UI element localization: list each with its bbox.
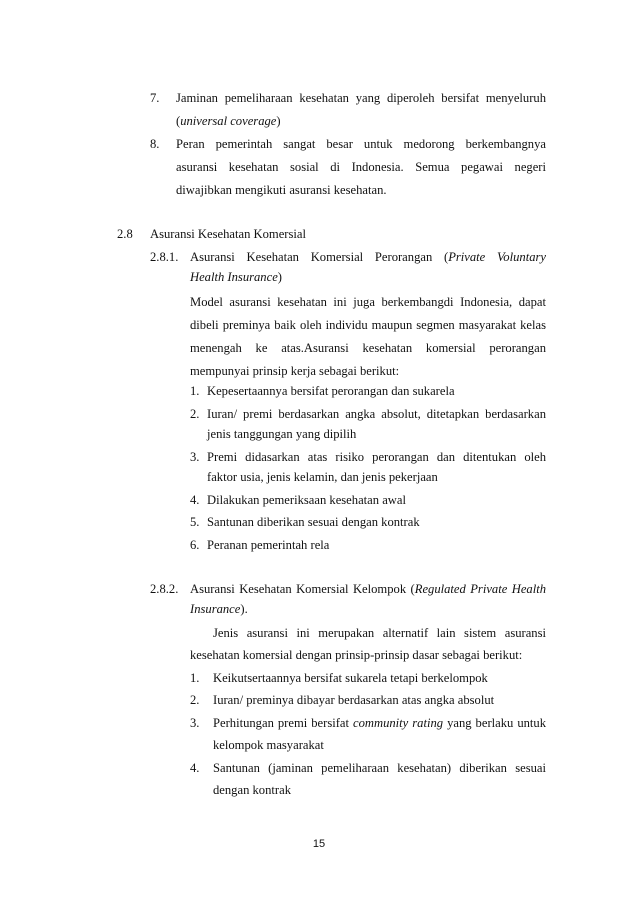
list-item-text: Keikutsertaannya bersifat sukarela tetapi berkelompok — [213, 671, 488, 685]
list-item-text: Iuran/ preminya dibayar berdasarkan atas angka absolut — [213, 693, 495, 707]
paragraph-line: dibeli preminya baik oleh individu maupun segmen masyarakat kelas — [190, 318, 546, 332]
list-item-text: Jaminan pemeliharaan kesehatan yang diperoleh bersifat menyeluruh — [176, 91, 546, 105]
list-item-number: 3. — [190, 716, 200, 730]
subsection-title: Health Insurance) — [190, 270, 282, 284]
list-item-number: 1. — [190, 671, 200, 685]
list-item-text: faktor usia, jenis kelamin, dan jenis pekerjaan — [207, 470, 438, 484]
list-item-number: 2. — [190, 693, 200, 707]
paragraph-line: mempunyai prinsip kerja sebagai berikut: — [190, 364, 400, 378]
list-item-text: asuransi kesehatan sosial di Indonesia. Semua pegawai negeri — [176, 160, 546, 174]
list-item-text: Kepesertaannya bersifat perorangan dan sukarela — [207, 384, 455, 398]
list-item-number: 5. — [190, 515, 200, 529]
list-item-text: Santunan diberikan sesuai dengan kontrak — [207, 515, 420, 529]
subsection-number: 2.8.2. — [150, 582, 179, 596]
list-item-text: diwajibkan mengikuti asuransi kesehatan. — [176, 183, 387, 197]
paragraph-line: Jenis asuransi ini merupakan alternatif lain sistem asuransi — [213, 626, 546, 640]
list-item-text: Perhitungan premi bersifat community rating yang berlaku untuk — [213, 716, 547, 730]
list-item-text: Iuran/ premi berdasarkan angka absolut, ditetapkan berdasarkan — [207, 407, 546, 421]
list-item-text: jenis tanggungan yang dipilih — [207, 427, 357, 441]
subsection-title: Asuransi Kesehatan Komersial Kelompok (Regulated Private Health — [190, 582, 547, 596]
list-item-text: Dilakukan pemeriksaan kesehatan awal — [207, 493, 406, 507]
list-item-text: (universal coverage) — [176, 114, 281, 128]
list-item-text: Premi didasarkan atas risiko perorangan dan ditentukan oleh — [207, 450, 546, 464]
list-item-number: 2. — [190, 407, 200, 421]
list-item-text: Peran pemerintah sangat besar untuk medorong berkembangnya — [176, 137, 546, 151]
paragraph-line: kesehatan komersial dengan prinsip-prinsip dasar sebagai berikut: — [190, 648, 523, 662]
page-number: 15 — [312, 838, 326, 850]
section-number: 2.8 — [117, 227, 133, 241]
paragraph-line: menengah ke atas.Asuransi kesehatan komersial perorangan — [190, 341, 546, 355]
paragraph-line: Model asuransi kesehatan ini juga berkembangdi Indonesia, dapat — [190, 295, 546, 309]
subsection-title: Insurance). — [190, 602, 248, 616]
subsection-number: 2.8.1. — [150, 250, 179, 264]
list-item-text: Santunan (jaminan pemeliharaan kesehatan) diberikan sesuai — [213, 761, 546, 775]
list-item-number: 7. — [150, 91, 160, 105]
list-item-text: kelompok masyarakat — [213, 738, 324, 752]
list-item-number: 3. — [190, 450, 200, 464]
list-item-number: 4. — [190, 493, 200, 507]
list-item-number: 6. — [190, 538, 200, 552]
list-item-text: Peranan pemerintah rela — [207, 538, 330, 552]
list-item-number: 1. — [190, 384, 200, 398]
list-item-number: 8. — [150, 137, 160, 151]
list-item-text: dengan kontrak — [213, 783, 291, 797]
list-item-number: 4. — [190, 761, 200, 775]
section-title: Asuransi Kesehatan Komersial — [150, 227, 306, 241]
subsection-title: Asuransi Kesehatan Komersial Perorangan (Private Voluntary — [190, 250, 546, 264]
